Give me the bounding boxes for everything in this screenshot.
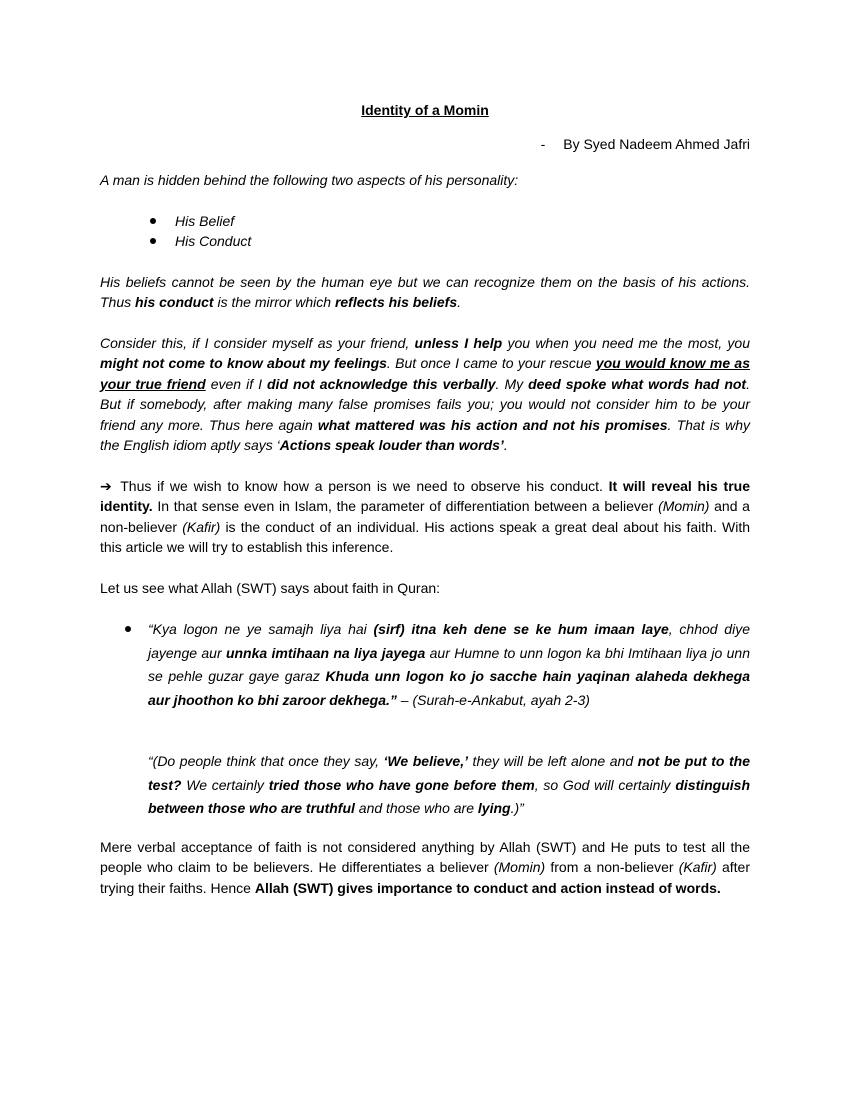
emphasis-span: unless I help [414, 334, 503, 351]
emphasis-span: his conduct [135, 294, 214, 310]
emphasis-span: It will reveal his true identity. [100, 477, 750, 514]
emphasis-span: (sirf) itna keh dene se ke hum imaan laye [373, 621, 669, 637]
emphasis-span: did not acknowledge this verbally [267, 375, 496, 392]
text-span: they will be left alone and [468, 753, 638, 769]
intro-paragraph: A man is hidden behind the following two aspects of his personality: [100, 172, 519, 188]
friend-paragraph [100, 333, 750, 456]
text-span: , chhod diye jayenge aur [148, 621, 750, 661]
italic-span: (Kafir) [182, 518, 221, 535]
italic-span: (Kafir) [678, 859, 717, 875]
quote-translation [148, 750, 750, 821]
byline-author: By Syed Nadeem Ahmed Jafri [563, 135, 750, 152]
aspect-conduct: His Conduct [175, 231, 750, 252]
emphasis-span: Khuda unn logon ko jo sacche hain yaqinan alaheda dekhega aur jhoothon ko bhi zaroor dekhega.” [148, 668, 750, 708]
quran-intro-paragraph: Let us see what Allah (SWT) says about faith in Quran: [100, 579, 441, 596]
text-span: is the conduct of an individual. His actions speak a great deal about his faith. With this article we will try to establish this inference. [100, 518, 750, 555]
emphasis-span: tried those who have gone before them [268, 776, 535, 793]
conduct-paragraph [100, 476, 750, 558]
text-span: and a non-believer [100, 498, 750, 535]
italic-span: (Momin) [658, 498, 710, 514]
text-span: . But once I came to your rescue [386, 355, 596, 371]
beliefs-paragraph [100, 272, 750, 313]
text-span: Mere verbal acceptance of faith is not considered anything by Allah (SWT) and He puts to test all the people who claim to be believers. He differentiates a believer [100, 838, 750, 875]
emphasis-span: what mattered was his action and not his promises [317, 416, 668, 433]
byline-dash: - [540, 135, 546, 152]
text-span: aur Humne to unn logon ka bhi Imtihaan liya jo unn se pehle guzar gaye garaz [148, 644, 750, 684]
emphasis-span: reflects his beliefs [334, 294, 458, 310]
conclusion-paragraph [100, 837, 750, 899]
text-span: “(Do people think that once they say, [148, 753, 384, 769]
document-title: Identity of a Momin [361, 102, 489, 118]
text-span: . My [495, 375, 529, 392]
text-span: , so God will certainly [534, 776, 676, 793]
text-span: and those who are [354, 800, 478, 816]
right-arrow-icon: ➔ [100, 477, 112, 494]
text-span: Consider this, if I consider myself as your friend, [100, 334, 415, 351]
document-body [100, 100, 750, 918]
text-span: . That is why the English idiom aptly says ‘ [100, 416, 750, 453]
text-span: – (Surah-e-Ankabut, ayah 2-3) [396, 691, 590, 708]
italic-span: (Momin) [493, 859, 546, 875]
quran-quote [148, 618, 750, 712]
emphasis-span: distinguish between those who are truthful [148, 776, 751, 816]
emphasis-span: deed spoke what words had not [528, 375, 747, 392]
text-span: even if I [205, 375, 267, 392]
emphasis-span: unnka imtihaan na liya jayega [225, 644, 426, 661]
text-span: His beliefs cannot be seen by the human eye but we can recognize them on the basis of his actions. Thus [100, 273, 750, 310]
text-span: . [457, 294, 461, 310]
emphasis-span: ‘We believe,’ [383, 753, 468, 769]
text-span: . [503, 437, 508, 453]
text-span: Thus if we wish to know how a person is we need to observe his conduct. [114, 477, 609, 494]
text-span: .)” [510, 800, 524, 816]
text-span: is the mirror which [213, 294, 335, 310]
text-span: We certainly [181, 776, 269, 793]
text-span: . But if somebody, after making many false promises fails you; you would not consider him to be your friend any more. Thus here again [100, 375, 750, 433]
text-span: you when you need me the most, you [502, 334, 750, 351]
emphasis-span: not be put to the test? [148, 753, 750, 793]
emphasis-span: lying [477, 800, 511, 816]
aspect-belief: His Belief [175, 211, 750, 232]
emphasis-span: might not come to know about my feelings [100, 355, 387, 371]
text-span: after trying their faiths. Hence [100, 859, 750, 896]
text-span: from a non-believer [545, 859, 679, 875]
emphasis-span: Allah (SWT) gives importance to conduct and action instead of words. [254, 879, 721, 896]
underlined-emphasis-span: you would know me as your true friend [100, 355, 751, 392]
text-span: In that sense even in Islam, the parameter of differentiation between a believer [152, 498, 659, 514]
author-byline [100, 134, 750, 155]
emphasis-span: Actions speak louder than words’ [279, 437, 504, 453]
aspects-list [100, 211, 750, 252]
text-span: “Kya logon ne ye samajh liya hai [148, 621, 374, 637]
